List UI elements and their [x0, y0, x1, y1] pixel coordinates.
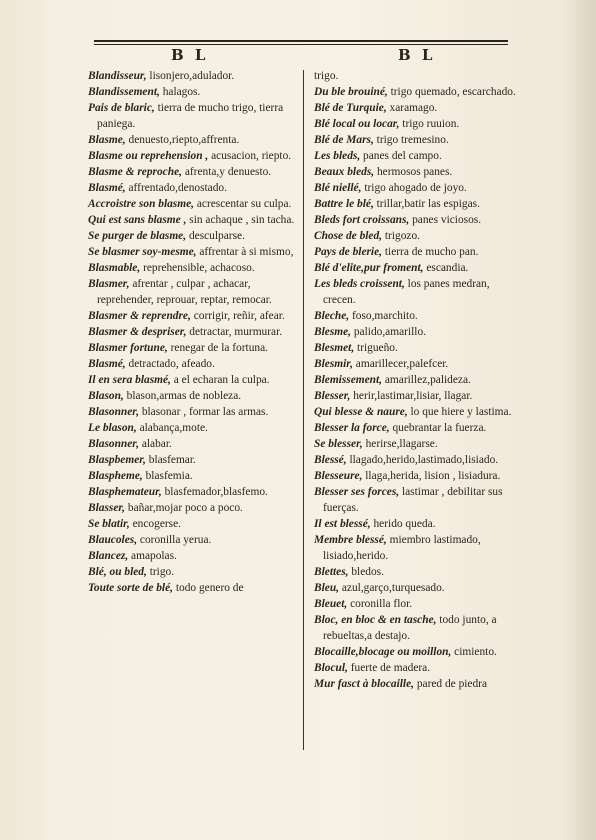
dictionary-entry — [88, 548, 300, 564]
right-column — [314, 68, 518, 692]
dictionary-entry — [88, 372, 300, 388]
definition: pared de piedra — [413, 678, 488, 690]
definition: a el echaran la culpa. — [170, 374, 270, 386]
definition: herido queda. — [370, 518, 436, 530]
headword: Blettes, — [314, 566, 349, 578]
dictionary-entry — [88, 100, 300, 132]
definition: lisonjero,adulador. — [146, 70, 235, 82]
definition: escandia. — [423, 262, 469, 274]
headword: Mur fasct à blocaille, — [314, 678, 414, 690]
definition: hermosos panes. — [374, 166, 453, 178]
dictionary-entry — [314, 132, 518, 148]
definition: alabar. — [138, 438, 172, 450]
dictionary-entry — [88, 308, 300, 324]
dictionary-entry — [314, 564, 518, 580]
definition: bañar,mojar poco a poco. — [125, 502, 243, 514]
dictionary-entry — [88, 420, 300, 436]
headword: Bloc, en bloc & en tasche, — [314, 614, 437, 626]
headword: Blesser ses forces, — [314, 486, 400, 498]
dictionary-entry — [314, 244, 518, 260]
definition: fuerte de madera. — [347, 662, 431, 674]
headword: Battre le blé, — [314, 198, 374, 210]
dictionary-entry — [314, 644, 518, 660]
dictionary-entry — [88, 164, 300, 180]
left-column — [88, 68, 300, 596]
definition: llagado,herido,lastimado,lisiado. — [346, 454, 499, 466]
definition: afrenta,y denuesto. — [181, 166, 272, 178]
dictionary-entry — [88, 516, 300, 532]
headword: Qui blesse & naure, — [314, 406, 408, 418]
definition: miembro lastimado, lisiado,herido. — [323, 534, 481, 562]
definition: detractar, murmurar. — [186, 326, 283, 338]
headword: Blesmet, — [314, 342, 355, 354]
header-rule — [94, 40, 508, 42]
dictionary-entry — [314, 580, 518, 596]
definition: renegar de la fortuna. — [167, 342, 268, 354]
headword: Blasme, — [88, 134, 126, 146]
headword: Blaspbemer, — [88, 454, 146, 466]
dictionary-entry — [314, 388, 518, 404]
headword: Blemissement, — [314, 374, 383, 386]
dictionary-entry — [314, 676, 518, 692]
definition: foso,marchito. — [349, 310, 418, 322]
headword: Accroistre son blasme, — [88, 198, 194, 210]
dictionary-entry — [88, 388, 300, 404]
dictionary-entry — [314, 100, 518, 116]
dictionary-entry — [88, 404, 300, 420]
dictionary-entry — [88, 244, 300, 260]
dictionary-entry — [88, 196, 300, 212]
headword: Bleche, — [314, 310, 350, 322]
definition: amarillez,palideza. — [382, 374, 471, 386]
dictionary-entry — [314, 84, 518, 100]
dictionary-entry — [314, 68, 518, 84]
headword: Blasmable, — [88, 262, 141, 274]
headword: Il est blessé, — [314, 518, 371, 530]
definition: affrentado,denostado. — [125, 182, 227, 194]
definition: cimiento. — [451, 646, 497, 658]
headword: Blasonner, — [88, 438, 139, 450]
headword: Blasmer & despriser, — [88, 326, 187, 338]
definition: blasfemia. — [142, 470, 193, 482]
definition: trigo tremesino. — [373, 134, 449, 146]
headword: Blesser la force, — [314, 422, 390, 434]
headword: Blé niellé, — [314, 182, 362, 194]
headword: Les bleds, — [314, 150, 361, 162]
definition: acrescentar su culpa. — [194, 198, 292, 210]
definition: trigozo. — [382, 230, 420, 242]
definition: herir,lastimar,lisiar, llagar. — [350, 390, 473, 402]
running-head-left: B L — [171, 46, 209, 64]
definition: corrigir, reñir, afear. — [190, 310, 285, 322]
dictionary-entry — [314, 516, 518, 532]
headword: Blason, — [88, 390, 124, 402]
dictionary-entry — [314, 148, 518, 164]
definition: amarillecer,palefcer. — [352, 358, 449, 370]
headword: Toute sorte de blé, — [88, 582, 174, 594]
dictionary-entry — [88, 148, 300, 164]
dictionary-entry — [314, 164, 518, 180]
definition: reprehensible, achacoso. — [140, 262, 255, 274]
headword: Pais de blaric, — [88, 102, 155, 114]
definition: denuesto,riepto,affrenta. — [125, 134, 240, 146]
dictionary-entry — [88, 580, 300, 596]
definition: llaga,herida, lision , lisiadura. — [362, 470, 501, 482]
header-rule-thin — [94, 44, 508, 45]
definition: trigo. — [146, 566, 175, 578]
dictionary-entry — [88, 468, 300, 484]
dictionary-entry — [88, 340, 300, 356]
dictionary-entry — [88, 356, 300, 372]
definition: affrentar à si mismo, — [196, 246, 294, 258]
definition: blasfemar. — [145, 454, 196, 466]
dictionary-entry — [314, 196, 518, 212]
definition: blason,armas de nobleza. — [123, 390, 242, 402]
headword: Qui est sans blasme , — [88, 214, 187, 226]
headword: Chose de bled, — [314, 230, 383, 242]
definition: trigueño. — [354, 342, 398, 354]
dictionary-entry — [314, 116, 518, 132]
dictionary-entry — [314, 468, 518, 484]
dictionary-entry — [314, 372, 518, 388]
headword: Blaspheme, — [88, 470, 143, 482]
definition: alabança,mote. — [136, 422, 208, 434]
dictionary-entry — [314, 356, 518, 372]
dictionary-entry — [314, 404, 518, 420]
headword: Blocul, — [314, 662, 348, 674]
definition: detractado, afeado. — [125, 358, 215, 370]
headword: Blé de Turquie, — [314, 102, 387, 114]
dictionary-entry — [314, 260, 518, 276]
headword: Blé, ou bled, — [88, 566, 147, 578]
headword: Blasser, — [88, 502, 126, 514]
dictionary-entry — [88, 532, 300, 548]
headword: Blasphemateur, — [88, 486, 162, 498]
running-head-right: B L — [398, 46, 436, 64]
definition: lo que hiere y lastima. — [407, 406, 512, 418]
definition: panes del campo. — [360, 150, 442, 162]
dictionary-entry — [88, 260, 300, 276]
definition: afrentar , culpar , achacar, reprehender, reprouar, reptar, remocar. — [97, 278, 272, 306]
headword: Blesmir, — [314, 358, 353, 370]
dictionary-entry — [314, 612, 518, 644]
headword: Blasmé, — [88, 358, 126, 370]
definition: trigo ahogado de joyo. — [361, 182, 467, 194]
headword: Blé de Mars, — [314, 134, 374, 146]
dictionary-entry — [314, 212, 518, 228]
definition: blasfemador,blasfemo. — [161, 486, 268, 498]
dictionary-entry — [314, 484, 518, 516]
definition: trigo quemado, escarchado. — [387, 86, 516, 98]
headword: Se blatir, — [88, 518, 130, 530]
headword: Il en sera blasmé, — [88, 374, 171, 386]
dictionary-entry — [88, 228, 300, 244]
headword: Le blason, — [88, 422, 137, 434]
definition: xaramago. — [386, 102, 438, 114]
dictionary-entry — [314, 228, 518, 244]
definition: trigo. — [314, 70, 339, 82]
dictionary-entry — [88, 324, 300, 340]
definition: encogerse. — [129, 518, 182, 530]
dictionary-entry — [314, 276, 518, 308]
headword: Se blesser, — [314, 438, 363, 450]
headword: Se purger de blasme, — [88, 230, 187, 242]
dictionary-entry — [88, 436, 300, 452]
dictionary-entry — [88, 564, 300, 580]
definition: palido,amarillo. — [351, 326, 426, 338]
dictionary-entry — [88, 212, 300, 228]
headword: Du ble brouiné, — [314, 86, 388, 98]
dictionary-entry — [314, 532, 518, 564]
definition: panes viciosos. — [409, 214, 482, 226]
headword: Blaucoles, — [88, 534, 138, 546]
headword: Bleds fort croissans, — [314, 214, 410, 226]
headword: Se blasmer soy-mesme, — [88, 246, 197, 258]
definition: trillar,batir las espigas. — [373, 198, 480, 210]
dictionary-entry — [314, 436, 518, 452]
headword: Blancez, — [88, 550, 129, 562]
headword: Blesser, — [314, 390, 351, 402]
headword: Blasmé, — [88, 182, 126, 194]
headword: Blesme, — [314, 326, 352, 338]
headword: Beaux bleds, — [314, 166, 375, 178]
column-divider — [303, 70, 304, 750]
definition: blasonar , formar las armas. — [138, 406, 269, 418]
definition: amapolas. — [128, 550, 177, 562]
headword: Blandissement, — [88, 86, 160, 98]
dictionary-entry — [314, 340, 518, 356]
headword: Blé local ou locar, — [314, 118, 400, 130]
definition: trigo ruuion. — [399, 118, 460, 130]
definition: coronilla yerua. — [137, 534, 212, 546]
dictionary-entry — [88, 484, 300, 500]
definition: desculparse. — [186, 230, 245, 242]
dictionary-entry — [88, 180, 300, 196]
definition: todo genero de — [173, 582, 244, 594]
dictionary-entry — [314, 324, 518, 340]
dictionary-entry — [314, 308, 518, 324]
dictionary-entry — [314, 420, 518, 436]
dictionary-entry — [88, 276, 300, 308]
headword: Blandisseur, — [88, 70, 147, 82]
dictionary-entry — [88, 84, 300, 100]
headword: Pays de blerie, — [314, 246, 383, 258]
definition: herirse,llagarse. — [362, 438, 438, 450]
headword: Blasme & reproche, — [88, 166, 182, 178]
headword: Bleu, — [314, 582, 340, 594]
headword: Membre blessé, — [314, 534, 387, 546]
headword: Blocaille,blocage ou moillon, — [314, 646, 452, 658]
headword: Bleuet, — [314, 598, 348, 610]
headword: Blesseure, — [314, 470, 363, 482]
page-edge-shadow — [562, 0, 596, 840]
definition: halagos. — [159, 86, 201, 98]
dictionary-entry — [88, 500, 300, 516]
dictionary-entry — [88, 132, 300, 148]
dictionary-entry — [88, 452, 300, 468]
definition: bledos. — [348, 566, 384, 578]
headword: Blasmer, — [88, 278, 130, 290]
definition: sin achaque , sin tacha. — [186, 214, 295, 226]
definition: tierra de mucho trigo, tierra paniega. — [97, 102, 284, 130]
headword: Blasmer fortune, — [88, 342, 168, 354]
headword: Blasmer & reprendre, — [88, 310, 191, 322]
definition: los panes medran, crecen. — [323, 278, 490, 306]
headword: Blasme ou reprehension , — [88, 150, 209, 162]
definition: coronilla flor. — [347, 598, 413, 610]
headword: Les bleds croissent, — [314, 278, 405, 290]
dictionary-entry — [314, 452, 518, 468]
dictionary-entry — [314, 180, 518, 196]
dictionary-entry — [314, 596, 518, 612]
dictionary-entry — [314, 660, 518, 676]
definition: acusacion, riepto. — [208, 150, 292, 162]
headword: Blé d'elite,pur froment, — [314, 262, 424, 274]
definition: todo junto, a rebueltas,a destajo. — [323, 614, 497, 642]
definition: quebrantar la fuerza. — [389, 422, 487, 434]
dictionary-entry — [88, 68, 300, 84]
headword: Blasonner, — [88, 406, 139, 418]
headword: Blessé, — [314, 454, 347, 466]
definition: azul,garço,turquesado. — [339, 582, 445, 594]
definition: lastimar , debilitar sus fuerças. — [323, 486, 503, 514]
definition: tierra de mucho pan. — [382, 246, 479, 258]
